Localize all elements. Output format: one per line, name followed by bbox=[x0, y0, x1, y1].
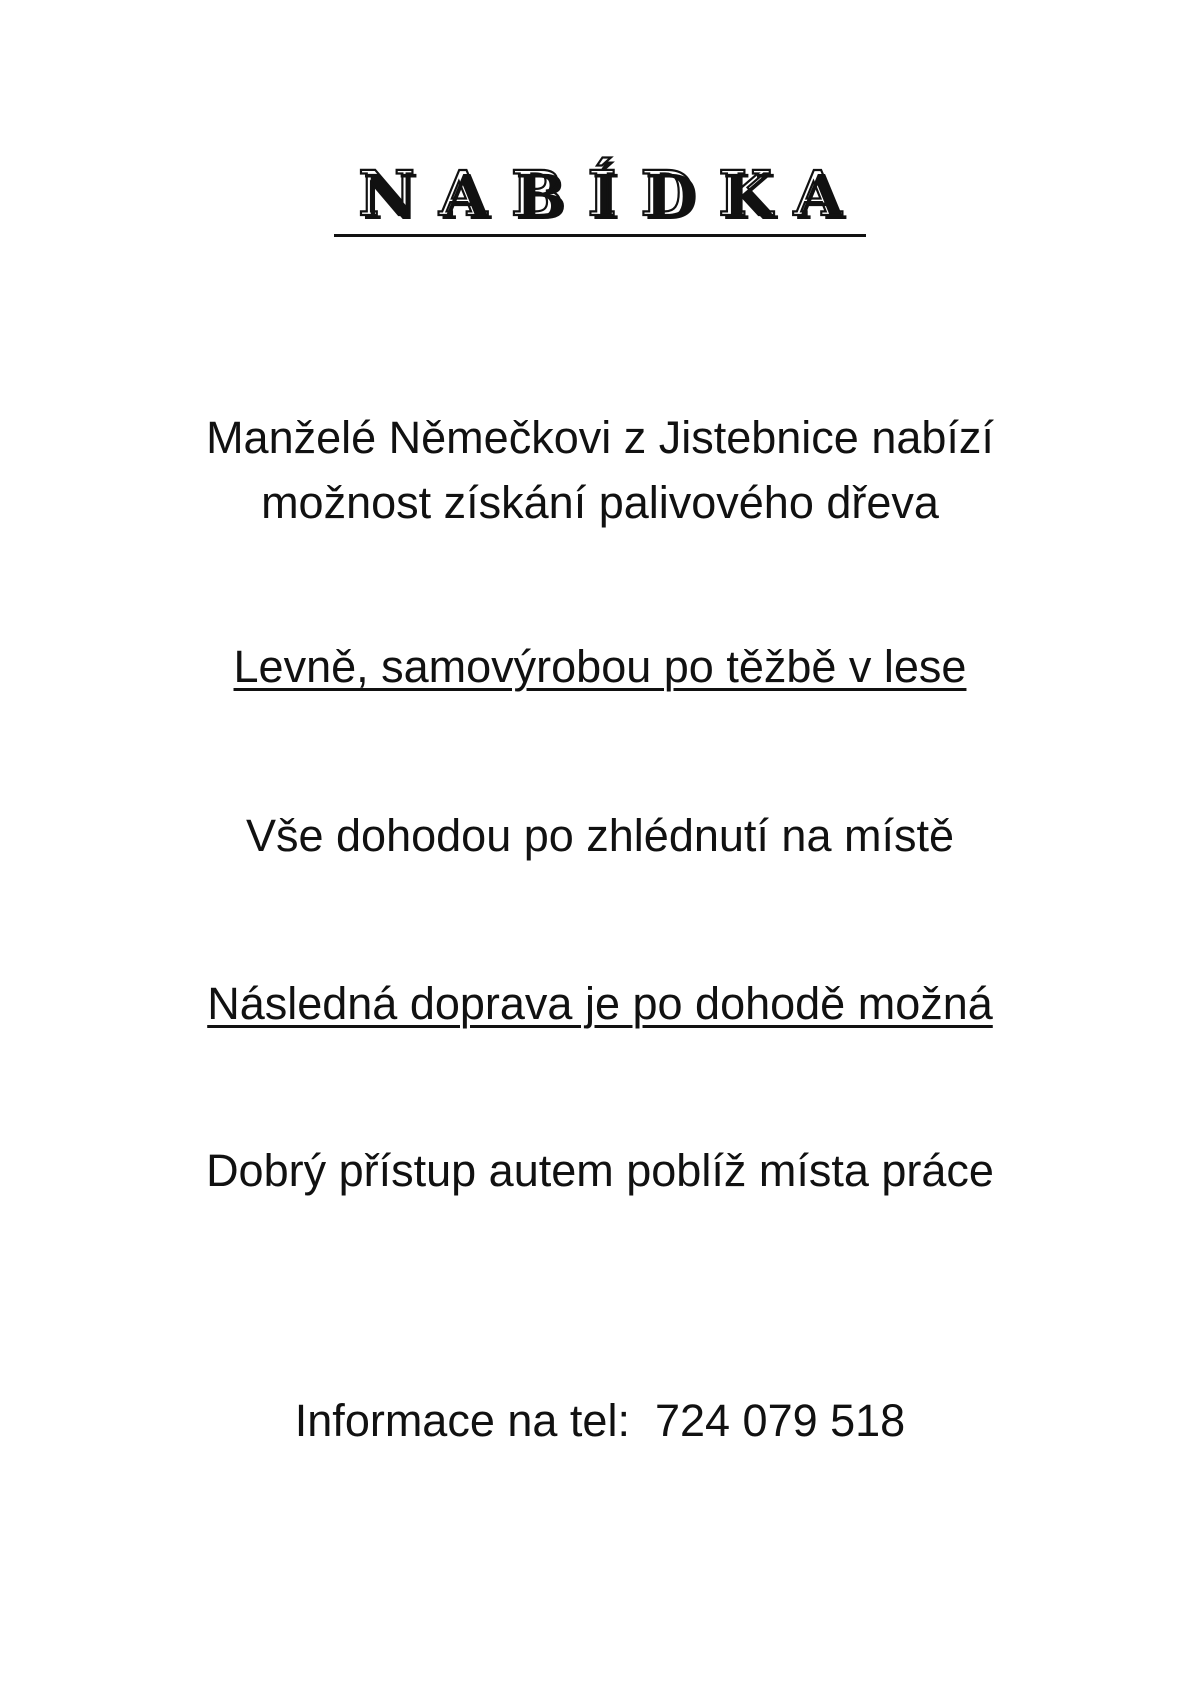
flyer-title-text: NABÍDKA bbox=[334, 158, 865, 237]
intro-line-2: možnost získání palivového dřeva bbox=[261, 477, 939, 528]
contact-phone bbox=[0, 1388, 1200, 1454]
flyer-title bbox=[0, 158, 1200, 237]
offer-point-cheap-text: Levně, samovýrobou po těžbě v lese bbox=[233, 641, 967, 692]
contact-phone-text: Informace na tel: 724 079 518 bbox=[294, 1395, 906, 1446]
intro-line-1: Manželé Němečkovi z Jistebnice nabízí bbox=[206, 412, 994, 463]
offer-point-cheap bbox=[0, 634, 1200, 700]
offer-point-transport bbox=[0, 971, 1200, 1037]
offer-point-access: Dobrý přístup autem poblíž místa práce bbox=[206, 1145, 994, 1196]
offer-point-agreement: Vše dohodou po zhlédnutí na místě bbox=[245, 810, 954, 861]
offer-point-transport-text: Následná doprava je po dohodě možná bbox=[207, 978, 993, 1029]
